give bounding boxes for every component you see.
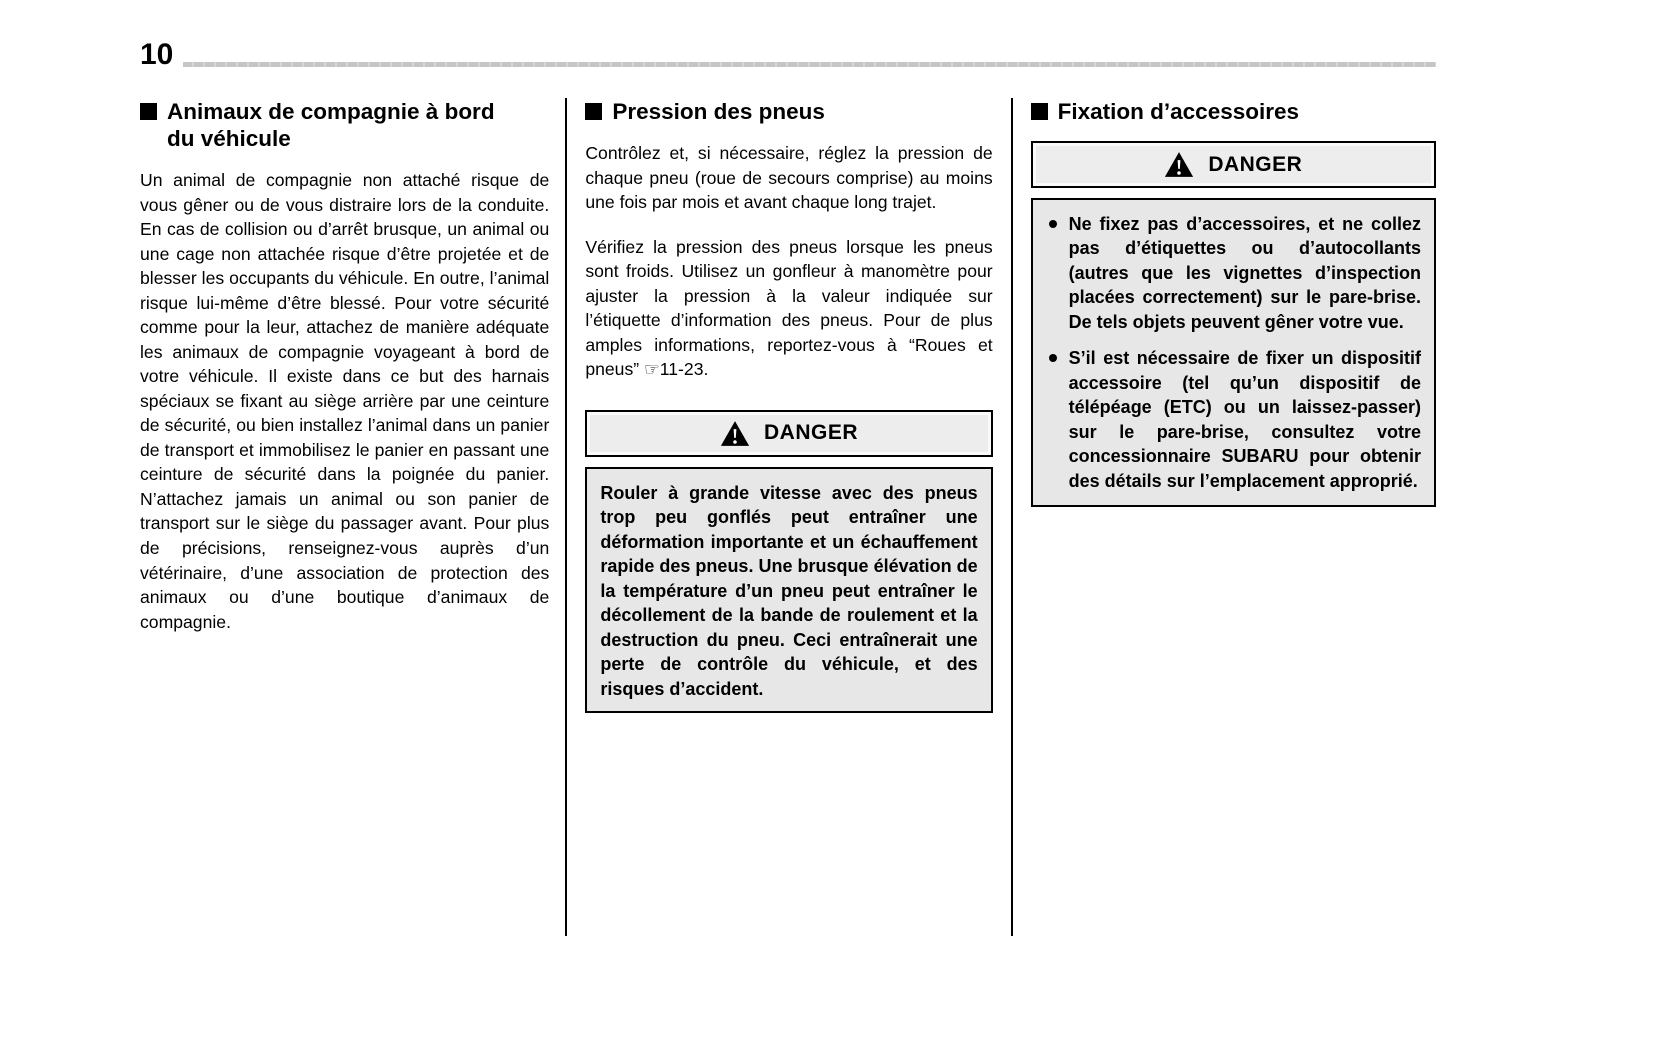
square-bullet-icon bbox=[585, 103, 602, 120]
section-pets bbox=[140, 98, 565, 936]
section-tire-pressure bbox=[565, 98, 1010, 936]
section-tire-heading bbox=[585, 98, 992, 125]
tire-danger-box: Rouler à grande vitesse avec des pneus trop peu gonflés peut entraîner une déformation importante et un échauffement rapide des pneus. Une brusque élévation de la température d’un pneu peut entraîner le décollement de la bande de roulement et la destruction du pneu. Ceci entraînerait une perte de contrôle du véhicule, et des risques d’accident. bbox=[585, 467, 992, 713]
section-pets-heading-text: Animaux de compagnie à bord du véhicule bbox=[167, 99, 495, 151]
danger-bullet-item bbox=[1046, 212, 1421, 334]
square-bullet-icon bbox=[140, 103, 157, 120]
square-bullet-icon bbox=[1031, 103, 1048, 120]
danger-bullet-text: Ne fixez pas d’accessoires, et ne collez pas d’étiquettes ou d’autocollants (autres que les vignettes d’inspection placées correctement) sur le pare-brise. De tels objets peuvent gêner votre vue. bbox=[1068, 214, 1421, 332]
page-number: 10 bbox=[140, 38, 174, 71]
tire-danger-section bbox=[585, 410, 992, 713]
danger-bullet-item bbox=[1046, 346, 1421, 493]
section-accessories-heading-text: Fixation d’accessoires bbox=[1057, 99, 1300, 124]
tire-paragraph-2: Vérifiez la pression des pneus lorsque les pneus sont froids. Utilisez un gonfleur à manomètre pour ajuster la pression à la valeur indiquée sur l’étiquette d’information des pneus. Pour de plus amples informations, reportez-vous à “Roues et pneus” ☞11-23. bbox=[585, 236, 993, 380]
danger-bullet-text: S’il est nécessaire de fixer un dispositif accessoire (tel qu’un dispositif de télépéage (ETC) ou un laissez-passer) sur le pare-brise, consultez votre concessionnaire SUBARU pour obtenir des détails sur l’emplacement approprié. bbox=[1068, 348, 1421, 491]
section-accessories-heading bbox=[1031, 98, 1436, 125]
page-header bbox=[140, 40, 1436, 70]
accessories-danger-box bbox=[1031, 198, 1436, 507]
tire-paragraph-1: Contrôlez et, si nécessaire, réglez la pression de chaque pneu (roue de secours comprise) au moins une fois par mois et avant chaque long trajet. bbox=[585, 143, 993, 213]
danger-label: DANGER bbox=[763, 421, 858, 445]
header-rule bbox=[183, 62, 1436, 67]
section-tire-heading-text: Pression des pneus bbox=[612, 99, 825, 124]
pets-paragraph: Un animal de compagnie non attaché risque de vous gêner ou de vous distraire lors de la conduite. En cas de collision ou d’arrêt brusque, un animal ou une cage non attachée risque d’être projetée et de blesser les occupants du véhicule. En outre, l’animal risque lui-même d’être blessé. Pour votre sécurité comme pour la leur, attachez de manière adéquate les animaux de compagnie voyageant à bord de votre véhicule. Il existe dans ce but des harnais spéciaux se fixant au siège arrière par une ceinture de sécurité, ou bien installez l’animal dans un panier de transport et immobilisez le panier en passant une ceinture de sécurité dans la poignée du panier. N’attachez jamais un animal ou son panier de transport sur le siège du passager avant. Pour plus de précisions, renseignez-vous auprès d’un vétérinaire, d’une association de protection des animaux ou d’une boutique d’animaux de compagnie. bbox=[140, 170, 550, 632]
warning-triangle-icon bbox=[720, 420, 750, 447]
warning-triangle-icon bbox=[1164, 151, 1194, 178]
danger-header bbox=[585, 410, 992, 457]
bullet-dot-icon bbox=[1049, 220, 1057, 228]
bullet-dot-icon bbox=[1049, 354, 1057, 362]
danger-header bbox=[1031, 141, 1436, 188]
content-columns bbox=[140, 98, 1436, 936]
section-pets-heading bbox=[140, 98, 549, 152]
section-accessories bbox=[1011, 98, 1436, 936]
danger-label: DANGER bbox=[1208, 152, 1303, 176]
